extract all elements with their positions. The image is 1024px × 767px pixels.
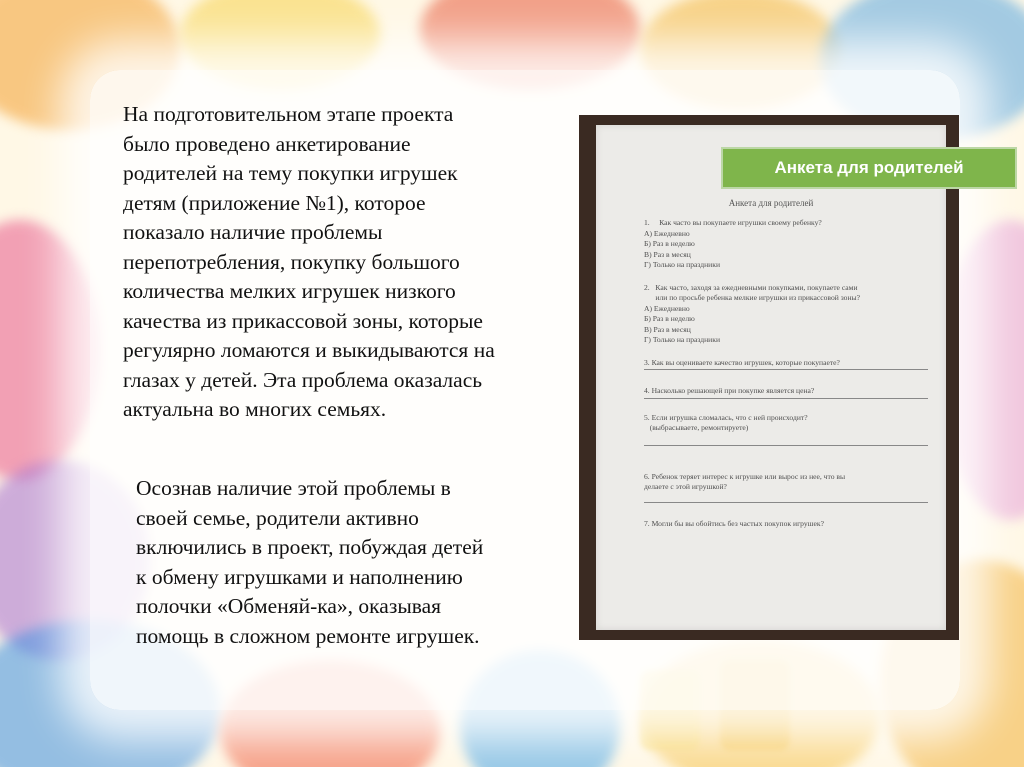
question-1: 1. Как часто вы покупаете игрушки своему ребенку? (644, 218, 822, 227)
intro-text: На подготовительном этапе проекта было проведено анкетирование родителей на тему покупки игрушек детям (приложение №1), которое показало наличие проблемы перепотребления, покупку большого количества мелких игрушек низкого качества из прикассовой зоны, которые регулярно ломаются и выкидываются на глазах у детей. Эта проблема оказалась актуальна во многих семьях. (123, 102, 495, 421)
sheet-title: Анкета для родителей (728, 198, 814, 208)
question-6-line-1: 6. Ребенок теряет интерес к игрушке или вырос из нее, что вы (644, 471, 846, 481)
questionnaire-photo (579, 115, 959, 640)
result-text: Осознав наличие этой проблемы в своей семье, родители активно включились в проект, побуждая детей к обмену игрушками и наполнению полочки «Обменяй-ка», оказывая помощь в сложном ремонте игрушек. (136, 476, 484, 648)
question-6-line-2: делаете с этой игрушкой? (644, 482, 727, 491)
result-paragraph (136, 474, 576, 651)
question-2-line-1: 2. Как часто, заходя за ежедневными покупками, покупаете сами (644, 282, 858, 292)
question-4: 4. Насколько решающей при покупке является цена? (644, 386, 815, 395)
question-5-line-1: 5. Если игрушка сломалась, что с ней происходит? (644, 412, 808, 422)
question-7: 7. Могли бы вы обойтись без частых покупок игрушек? (644, 518, 824, 528)
q1-option-d: Г) Только на праздники (644, 260, 721, 269)
q1-option-b: Б) Раз в неделю (644, 239, 695, 248)
q2-option-d: Г) Только на праздники (644, 335, 721, 344)
q1-option-a: А) Ежедневно (644, 228, 690, 238)
question-2-line-2: или по просьбе ребенка мелкие игрушки из прикассовой зоны? (644, 293, 860, 302)
question-3: 3. Как вы оцениваете качество игрушек, которые покупаете? (644, 357, 840, 367)
questionnaire-banner: Анкета для родителей (721, 147, 1017, 189)
questionnaire-sheet (596, 125, 946, 630)
q2-option-b: Б) Раз в неделю (644, 314, 695, 323)
q2-option-a: А) Ежедневно (644, 303, 690, 313)
intro-paragraph (123, 100, 573, 425)
question-5-line-2: (выбрасываете, ремонтируете) (644, 423, 749, 432)
q1-option-c: В) Раз в месяц (644, 249, 691, 259)
q2-option-c: В) Раз в месяц (644, 324, 691, 334)
